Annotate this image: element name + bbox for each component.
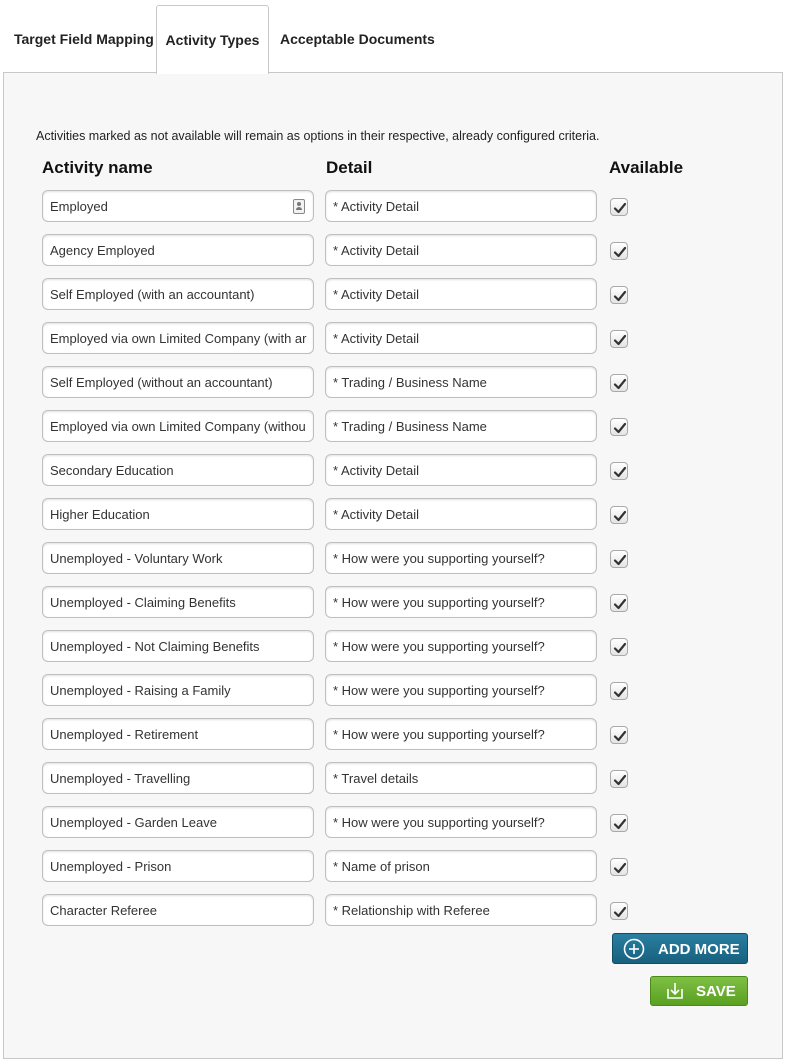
activity-detail-input[interactable]: [325, 278, 597, 310]
available-checkbox[interactable]: [610, 286, 628, 304]
activity-detail-input[interactable]: [325, 234, 597, 266]
activity-name-value: Unemployed - Retirement: [50, 727, 199, 742]
checkmark-icon: [613, 641, 627, 655]
activity-name-value: Employed via own Limited Company (withou: [50, 419, 306, 434]
activity-name-input[interactable]: [42, 894, 314, 926]
activity-name-input[interactable]: [42, 542, 314, 574]
activity-row: [0, 234, 786, 278]
activity-name-input[interactable]: [42, 366, 314, 398]
activity-name-input[interactable]: [42, 234, 314, 266]
available-checkbox[interactable]: [610, 770, 628, 788]
activity-row: [0, 806, 786, 850]
activity-row: [0, 366, 786, 410]
activity-detail-input[interactable]: [325, 894, 597, 926]
activity-row: [0, 454, 786, 498]
available-checkbox[interactable]: [610, 682, 628, 700]
activity-name-value: Employed via own Limited Company (with ar: [50, 331, 307, 346]
available-checkbox[interactable]: [610, 462, 628, 480]
activity-name-input[interactable]: [42, 850, 314, 882]
activity-detail-input[interactable]: [325, 410, 597, 442]
available-checkbox[interactable]: [610, 858, 628, 876]
activity-name-input[interactable]: [42, 674, 314, 706]
activity-detail-input[interactable]: [325, 454, 597, 486]
activity-row: [0, 498, 786, 542]
activity-name-value: Employed: [50, 199, 108, 214]
add-more-button[interactable]: [612, 933, 748, 964]
activity-detail-value: * Activity Detail: [333, 287, 419, 302]
activity-detail-input[interactable]: [325, 630, 597, 662]
add-more-label: ADD MORE: [658, 941, 740, 958]
activity-detail-value: * Relationship with Referee: [333, 903, 490, 918]
checkmark-icon: [613, 685, 627, 699]
activity-name-value: Unemployed - Voluntary Work: [50, 551, 223, 566]
available-checkbox[interactable]: [610, 594, 628, 612]
save-button[interactable]: [650, 976, 748, 1006]
plus-circle-icon: [623, 938, 645, 964]
available-checkbox[interactable]: [610, 374, 628, 392]
activity-detail-input[interactable]: [325, 542, 597, 574]
checkmark-icon: [613, 861, 627, 875]
activity-row: [0, 542, 786, 586]
tab-target-field-mapping[interactable]: Target Field Mapping: [14, 31, 154, 47]
activity-name-value: Higher Education: [50, 507, 150, 522]
available-checkbox[interactable]: [610, 726, 628, 744]
available-checkbox[interactable]: [610, 814, 628, 832]
available-checkbox[interactable]: [610, 506, 628, 524]
activity-detail-value: * How were you supporting yourself?: [333, 595, 545, 610]
activity-detail-value: * How were you supporting yourself?: [333, 639, 545, 654]
activity-detail-value: * Activity Detail: [333, 507, 419, 522]
activity-detail-input[interactable]: [325, 674, 597, 706]
activity-name-value: Self Employed (without an accountant): [50, 375, 273, 390]
checkmark-icon: [613, 597, 627, 611]
activity-detail-input[interactable]: [325, 322, 597, 354]
activity-detail-value: * Trading / Business Name: [333, 419, 487, 434]
activity-detail-input[interactable]: [325, 498, 597, 530]
tab-bar: [0, 0, 786, 73]
activity-row: [0, 190, 786, 234]
save-label: SAVE: [696, 983, 736, 1000]
activity-name-input[interactable]: [42, 278, 314, 310]
activity-detail-value: * How were you supporting yourself?: [333, 551, 545, 566]
activity-detail-value: * Activity Detail: [333, 463, 419, 478]
activity-detail-value: * How were you supporting yourself?: [333, 683, 545, 698]
activity-name-value: Unemployed - Garden Leave: [50, 815, 217, 830]
checkmark-icon: [613, 553, 627, 567]
activity-name-input[interactable]: [42, 806, 314, 838]
activity-row: [0, 850, 786, 894]
checkmark-icon: [613, 817, 627, 831]
checkmark-icon: [613, 729, 627, 743]
activity-row: [0, 894, 786, 938]
activity-name-input[interactable]: [42, 498, 314, 530]
activity-row: [0, 630, 786, 674]
activity-row: [0, 322, 786, 366]
checkmark-icon: [613, 773, 627, 787]
activity-detail-input[interactable]: [325, 806, 597, 838]
activity-detail-input[interactable]: [325, 762, 597, 794]
activity-row: [0, 278, 786, 322]
activity-detail-value: * How were you supporting yourself?: [333, 727, 545, 742]
activity-name-input[interactable]: [42, 762, 314, 794]
activity-detail-input[interactable]: [325, 366, 597, 398]
tab-activity-types[interactable]: Activity Types: [156, 5, 269, 74]
available-checkbox[interactable]: [610, 550, 628, 568]
activity-row: [0, 586, 786, 630]
checkmark-icon: [613, 333, 627, 347]
checkmark-icon: [613, 289, 627, 303]
activity-name-input[interactable]: [42, 322, 314, 354]
available-checkbox[interactable]: [610, 330, 628, 348]
checkmark-icon: [613, 201, 627, 215]
activity-name-input[interactable]: [42, 454, 314, 486]
activity-detail-value: * Travel details: [333, 771, 419, 786]
activity-detail-value: * Activity Detail: [333, 199, 419, 214]
available-checkbox[interactable]: [610, 902, 628, 920]
checkmark-icon: [613, 465, 627, 479]
activity-name-input[interactable]: [42, 586, 314, 618]
column-header-available: Available: [609, 158, 684, 177]
activity-name-value: Character Referee: [50, 903, 157, 918]
activity-name-value: Unemployed - Raising a Family: [50, 683, 231, 698]
activity-name-input[interactable]: [42, 630, 314, 662]
activity-detail-value: * Trading / Business Name: [333, 375, 487, 390]
activity-name-input[interactable]: [42, 410, 314, 442]
checkmark-icon: [613, 245, 627, 259]
activity-list: [0, 190, 786, 938]
activity-detail-input[interactable]: [325, 718, 597, 750]
column-header-detail: Detail: [326, 158, 373, 177]
activity-row: [0, 674, 786, 718]
activity-name-value: Unemployed - Claiming Benefits: [50, 595, 236, 610]
activity-name-value: Unemployed - Travelling: [50, 771, 191, 786]
checkmark-icon: [613, 509, 627, 523]
download-tray-icon: [665, 981, 685, 1005]
activity-name-value: Agency Employed: [50, 243, 155, 258]
activity-detail-input[interactable]: [325, 190, 597, 222]
checkmark-icon: [613, 377, 627, 391]
activity-detail-value: * Name of prison: [333, 859, 430, 874]
activity-detail-value: * Activity Detail: [333, 243, 419, 258]
activity-detail-input[interactable]: [325, 586, 597, 618]
available-checkbox[interactable]: [610, 418, 628, 436]
column-header-activity-name: Activity name: [42, 158, 153, 177]
contact-card-icon[interactable]: [293, 199, 305, 214]
activity-row: [0, 718, 786, 762]
availability-notice: Activities marked as not available will remain as options in their respective, already configured criteria.: [36, 129, 600, 143]
checkmark-icon: [613, 905, 627, 919]
activity-name-value: Self Employed (with an accountant): [50, 287, 255, 302]
activity-row: [0, 410, 786, 454]
activity-detail-value: * Activity Detail: [333, 331, 419, 346]
activity-name-value: Secondary Education: [50, 463, 174, 478]
activity-name-input[interactable]: [42, 190, 314, 222]
activity-name-value: Unemployed - Not Claiming Benefits: [50, 639, 260, 654]
activity-detail-input[interactable]: [325, 850, 597, 882]
available-checkbox[interactable]: [610, 198, 628, 216]
available-checkbox[interactable]: [610, 242, 628, 260]
activity-detail-value: * How were you supporting yourself?: [333, 815, 545, 830]
activity-name-input[interactable]: [42, 718, 314, 750]
activity-row: [0, 762, 786, 806]
activity-name-value: Unemployed - Prison: [50, 859, 172, 874]
available-checkbox[interactable]: [610, 638, 628, 656]
checkmark-icon: [613, 421, 627, 435]
tab-acceptable-documents[interactable]: Acceptable Documents: [280, 31, 435, 47]
